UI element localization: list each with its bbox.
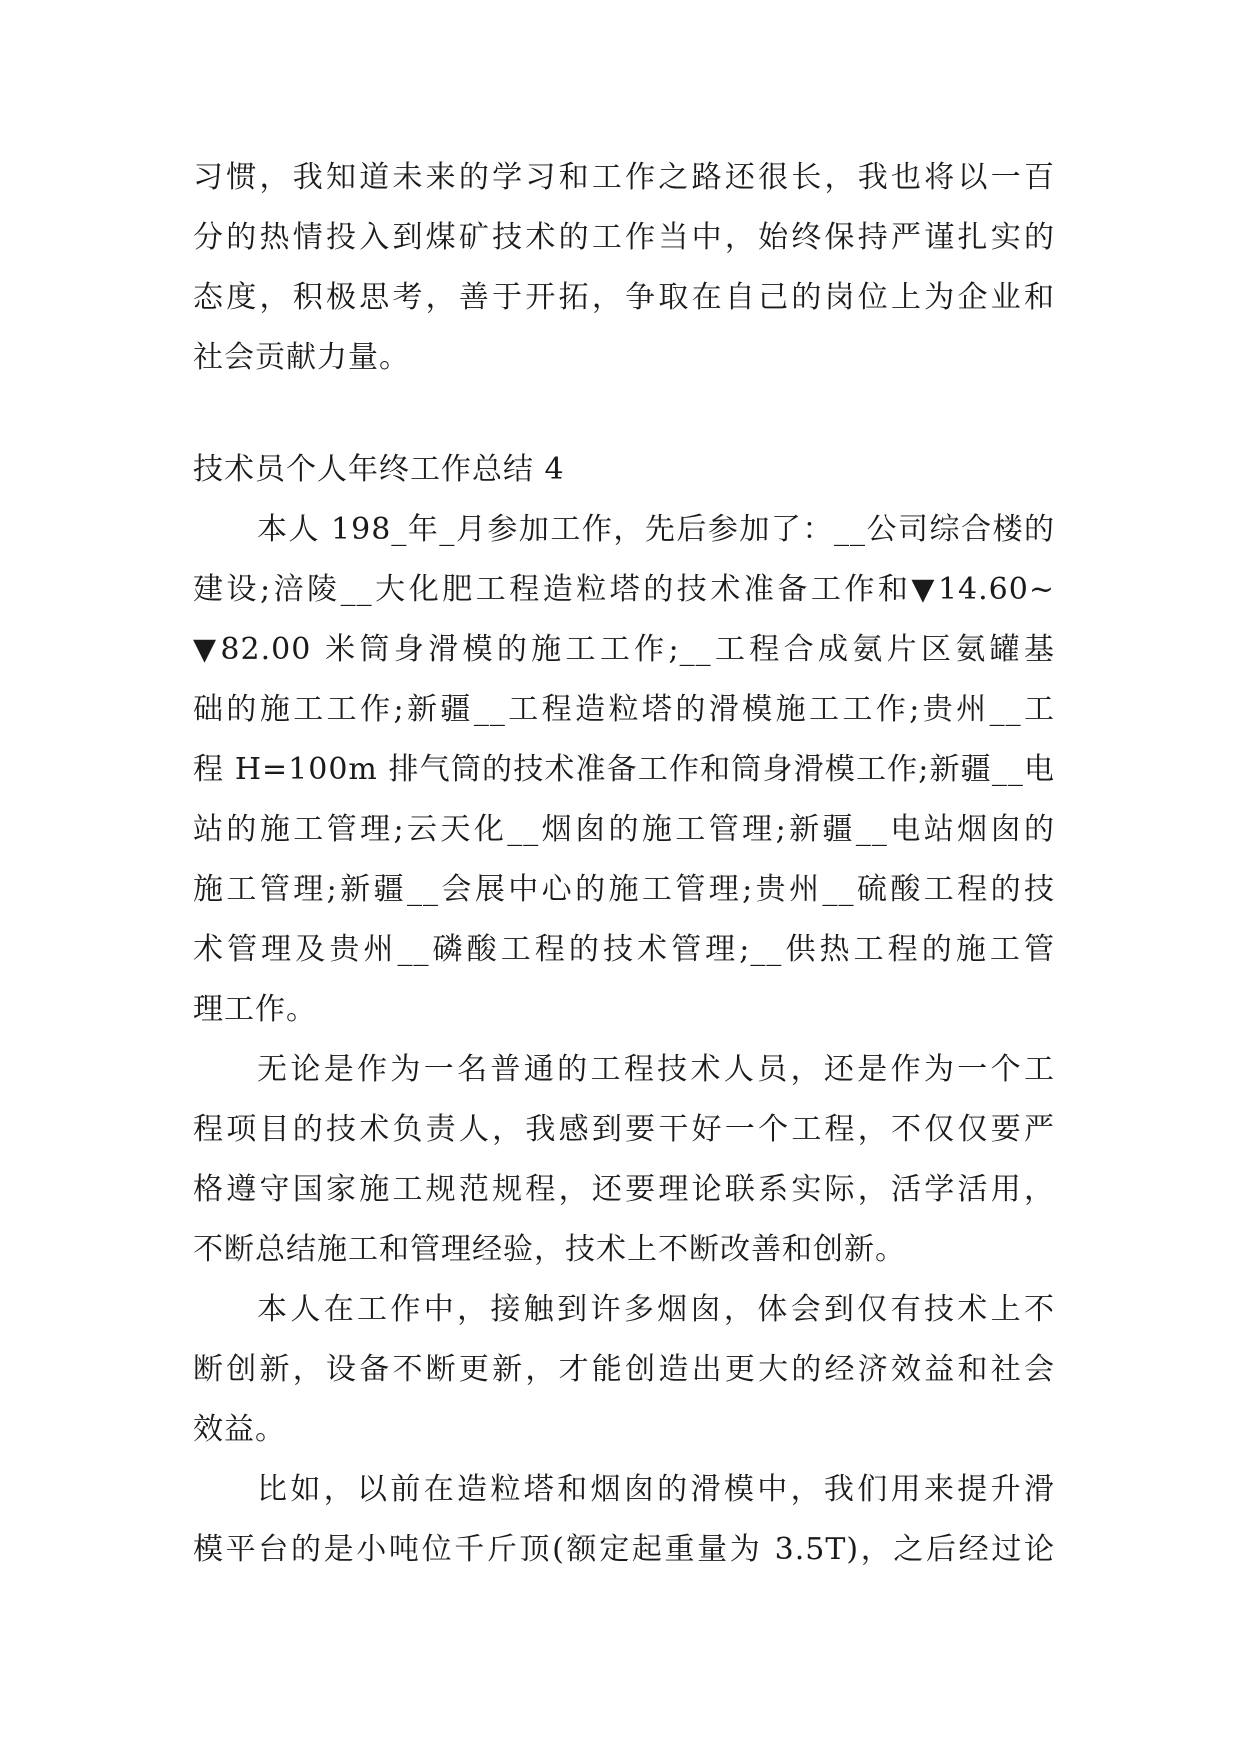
section-spacer (193, 388, 1055, 440)
paragraph-1 (193, 500, 1055, 1040)
text-line: 站的施工管理;云天化__烟囱的施工管理;新疆__电站烟囱的 (193, 812, 1055, 847)
text-line: 格遵守国家施工规范规程，还要理论联系实际，活学活用， (193, 1172, 1055, 1207)
text-line: 程 H=100m 排气筒的技术准备工作和筒身滑模工作;新疆__电 (193, 752, 1055, 787)
text-line: 本人在工作中，接触到许多烟囱，体会到仅有技术上不 (257, 1292, 1055, 1327)
text-line: 理工作。 (193, 992, 317, 1027)
paragraph-3 (193, 1280, 1055, 1460)
text-line: 社会贡献力量。 (193, 340, 410, 375)
text-line: 分的热情投入到煤矿技术的工作当中，始终保持严谨扎实的 (193, 220, 1055, 255)
paragraph-2 (193, 1040, 1055, 1280)
text-line: 施工管理;新疆__会展中心的施工管理;贵州__硫酸工程的技 (193, 872, 1055, 907)
intro-paragraph (193, 148, 1055, 388)
text-line: 建设;涪陵__大化肥工程造粒塔的技术准备工作和▼14.60~ (193, 572, 1055, 607)
text-line: 程项目的技术负责人，我感到要干好一个工程，不仅仅要严 (193, 1112, 1055, 1147)
document-page (193, 148, 1055, 1580)
text-line: 不断总结施工和管理经验，技术上不断改善和创新。 (193, 1232, 906, 1267)
section-title: 技术员个人年终工作总结 4 (193, 452, 565, 487)
text-line: 断创新，设备不断更新，才能创造出更大的经济效益和社会 (193, 1352, 1055, 1387)
text-line: 比如，以前在造粒塔和烟囱的滑模中，我们用来提升滑 (257, 1472, 1055, 1507)
text-line: 本人 198_年_月参加工作，先后参加了：__公司综合楼的 (257, 512, 1055, 547)
text-line: ▼82.00 米筒身滑模的施工工作;__工程合成氨片区氨罐基 (193, 632, 1055, 667)
text-line: 效益。 (193, 1412, 286, 1447)
text-line: 模平台的是小吨位千斤顶(额定起重量为 3.5T)，之后经过论 (193, 1532, 1055, 1567)
text-line: 习惯，我知道未来的学习和工作之路还很长，我也将以一百 (193, 160, 1055, 195)
text-line: 态度，积极思考，善于开拓，争取在自己的岗位上为企业和 (193, 280, 1055, 315)
text-line: 术管理及贵州__磷酸工程的技术管理;__供热工程的施工管 (193, 932, 1055, 967)
text-line: 础的施工工作;新疆__工程造粒塔的滑模施工工作;贵州__工 (193, 692, 1055, 727)
paragraph-4 (193, 1460, 1055, 1580)
text-line: 无论是作为一名普通的工程技术人员，还是作为一个工 (257, 1052, 1055, 1087)
